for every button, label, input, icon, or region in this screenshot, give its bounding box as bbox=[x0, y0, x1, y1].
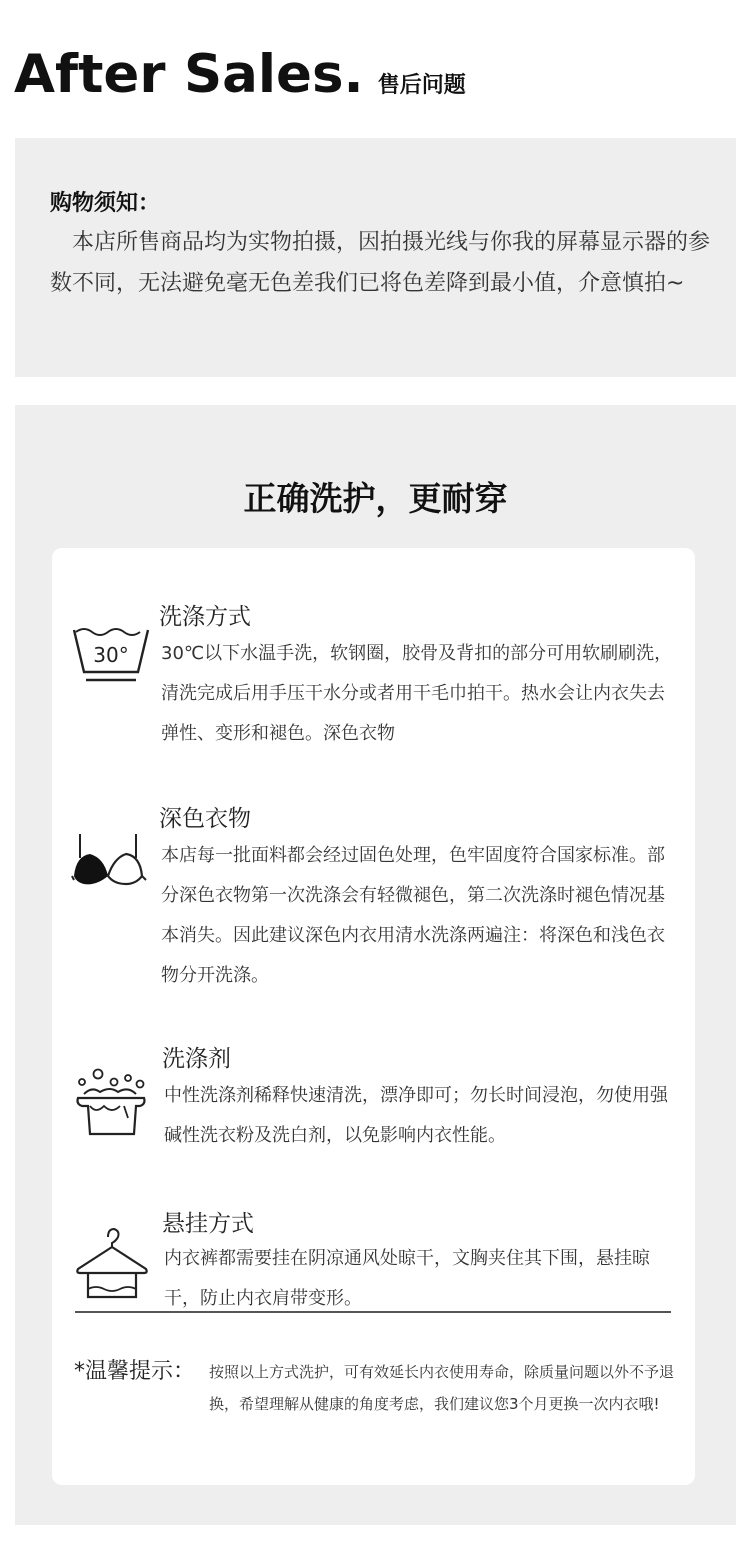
dark-title: 深色衣物 bbox=[159, 806, 251, 832]
hanging-title: 悬挂方式 bbox=[162, 1211, 254, 1237]
page-title-en: After Sales. bbox=[14, 44, 364, 105]
care-card bbox=[52, 548, 695, 1485]
detergent-body: 中性洗涤剂稀释快速清洗，漂净即可；勿长时间浸泡，勿使用强碱性洗衣粉及洗白剂，以免影响内衣性能。 bbox=[164, 1085, 668, 1146]
wash-body: 30℃以下水温手洗，软钢圈，胶骨及背扣的部分可用软刷刷洗，清洗完成后用手压干水分或者用干毛巾拍干。热水会让内衣失去弹性、变形和褪色。深色衣物 bbox=[161, 643, 673, 744]
detergent-title: 洗涤剂 bbox=[162, 1046, 231, 1072]
tip-label: *温馨提示： bbox=[74, 1359, 196, 1384]
svg-text:30°: 30° bbox=[93, 643, 129, 667]
detergent-basin-icon bbox=[74, 1068, 154, 1146]
shopping-notice bbox=[15, 138, 736, 377]
care-title: 正确洗护，更耐穿 bbox=[243, 479, 508, 518]
page-header bbox=[14, 44, 466, 104]
hanger-icon bbox=[74, 1227, 154, 1305]
notice-body: 本店所售商品均为实物拍摄，因拍摄光线与你我的屏幕显示器的参数不同，无法避免毫无色差我们已将色差降到最小值，介意慎拍~ bbox=[50, 230, 711, 296]
hanging-body: 内衣裤都需要挂在阴凉通风处晾干，文胸夹住其下围，悬挂晾干，防止内衣肩带变形。 bbox=[164, 1248, 650, 1309]
tip-body: 按照以上方式洗护，可有效延长内衣使用寿命，除质量问题以外不予退换，希望理解从健康的角度考虑，我们建议您3个月更换一次内衣哦! bbox=[209, 1363, 675, 1413]
wash-30-icon bbox=[72, 626, 152, 688]
bra-icon bbox=[70, 832, 150, 892]
divider bbox=[75, 1311, 671, 1313]
care-section bbox=[15, 405, 736, 1525]
wash-title: 洗涤方式 bbox=[159, 604, 251, 630]
page-title-cn: 售后问题 bbox=[377, 73, 466, 98]
notice-title: 购物须知： bbox=[50, 191, 161, 216]
dark-body: 本店每一批面料都会经过固色处理，色牢固度符合国家标准。部分深色衣物第一次洗涤会有轻微褪色，第二次洗涤时褪色情况基本消失。因此建议深色内衣用清水洗涤两遍注：将深色和浅色衣物分开洗涤。 bbox=[161, 845, 665, 986]
